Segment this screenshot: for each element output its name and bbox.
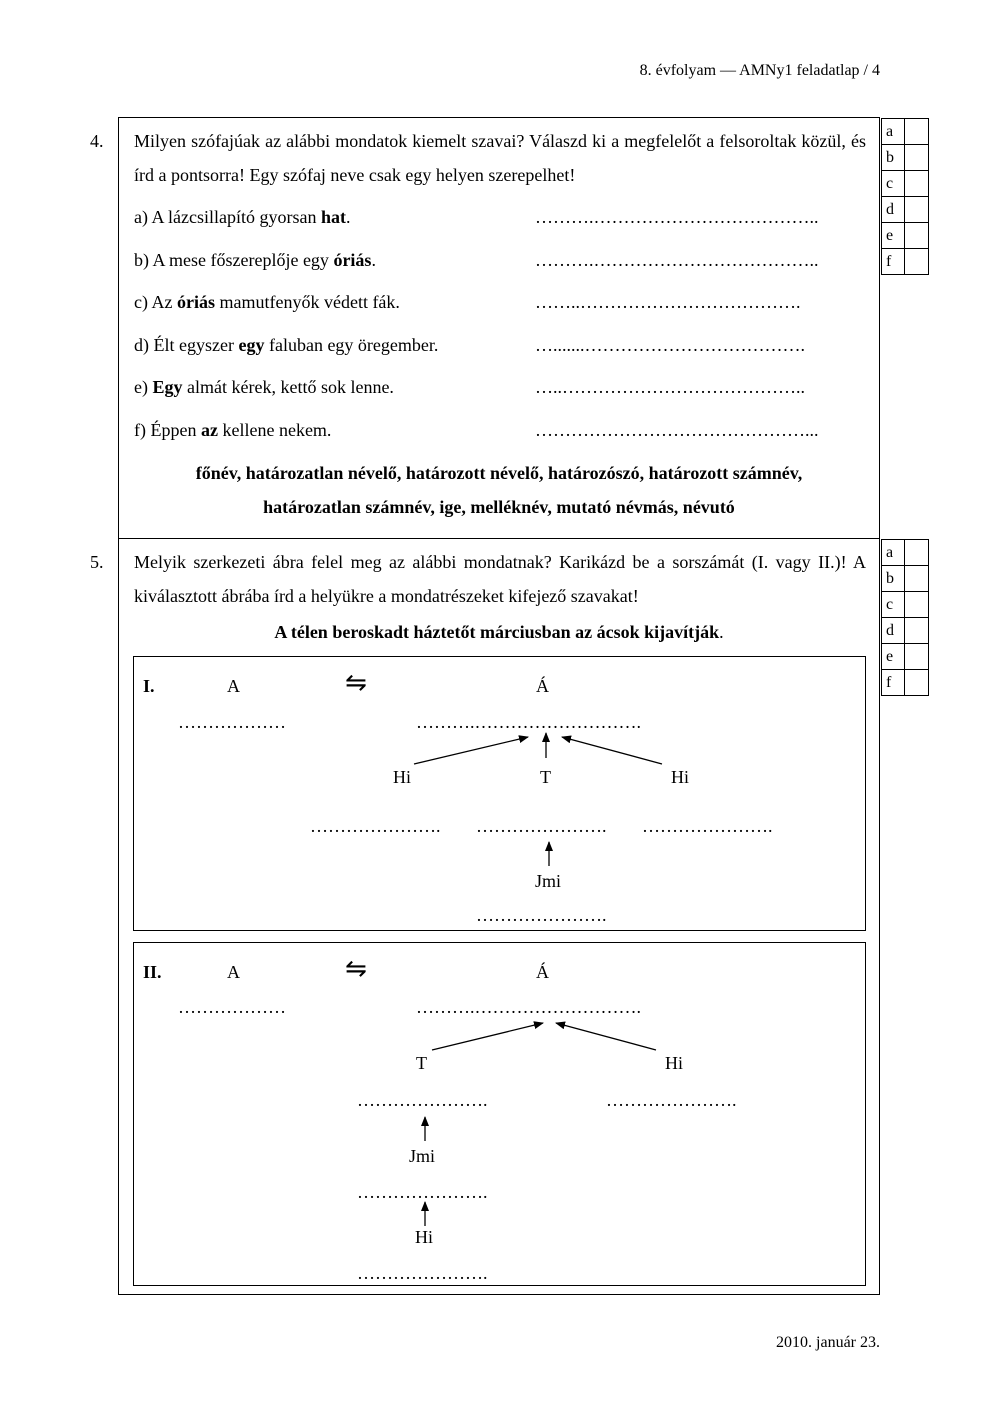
page-footer-date: 2010. január 23. (776, 1334, 880, 1351)
question-4-number: 4. (90, 131, 104, 151)
q4-item-b: b) A mese főszereplője egy óriás. (134, 250, 376, 270)
score-label: c (882, 592, 905, 618)
score-label: e (882, 223, 905, 249)
diagram-2-blank-hi[interactable]: …………………. (606, 1090, 737, 1110)
q4-answer-f[interactable]: ………………………………………... (535, 420, 819, 440)
diagram-1-node-hi-right: Hi (671, 767, 689, 787)
diagram-2-blank-hi-2[interactable]: …………………. (357, 1263, 488, 1283)
diagram-1-subject-blank[interactable]: ……………… (178, 712, 286, 732)
diagram-1-link-icon: ⇋ (345, 668, 367, 698)
q4-answer-c[interactable]: ……..………………………………. (535, 292, 801, 312)
diagram-2-node-t: T (416, 1053, 427, 1073)
question-5-instruction: Melyik szerkezeti ábra felel meg az alábbi mondatnak? Karikázd be a sorszámát (I. vagy II.)! A kiválasztott ábrába írd a helyükre a mondatrészeket kifejező szavakat! (134, 552, 866, 606)
diagram-2-node-hi-2: Hi (415, 1227, 433, 1247)
diagram-2-subject: A (227, 962, 240, 982)
diagram-2-label[interactable]: II. (143, 962, 162, 982)
q4-answer-b[interactable]: ……….……………………………….. (535, 250, 819, 270)
diagram-1-node-jmi: Jmi (535, 871, 562, 891)
q4-item-e: e) Egy almát kérek, kettő sok lenne. (134, 377, 394, 397)
diagram-2-predicate: Á (536, 962, 549, 982)
diagram-2-blank-jmi[interactable]: …………………. (357, 1182, 488, 1202)
diagram-1-blank-t[interactable]: …………………. (476, 816, 607, 836)
diagram-1-predicate-blank[interactable]: ……….………………………. (416, 712, 641, 732)
diagram-2-subject-blank[interactable]: ……………… (178, 997, 286, 1017)
q4-options-line-2: határozatlan számnév, ige, melléknév, mutató névmás, névutó (263, 497, 735, 517)
arrow-2-hi (556, 1023, 656, 1050)
q4-item-f: f) Éppen az kellene nekem. (134, 420, 332, 440)
score-label: b (882, 566, 905, 592)
q4-answer-d[interactable]: ….......………………………………. (535, 335, 805, 355)
question-4-instruction: Milyen szófajúak az alábbi mondatok kiemelt szavai? Válaszd ki a megfelelőt a felsoroltak közül, és írd a pontsorra! Egy szófaj neve csak egy helyen szerepelhet! (134, 131, 866, 185)
diagram-1-blank-hi-right[interactable]: …………………. (642, 816, 773, 836)
q4-item-a: a) A lázcsillapító gyorsan hat. (134, 207, 351, 227)
diagram-1-predicate: Á (536, 676, 549, 696)
score-label: f (882, 249, 905, 275)
q4-options-line-1: főnév, határozatlan névelő, határozott névelő, határozószó, határozott számnév, (195, 463, 803, 483)
diagram-2-node-hi: Hi (665, 1053, 683, 1073)
arrow-2-t (432, 1023, 543, 1050)
page-header: 8. évfolyam — AMNy1 feladatlap / 4 (639, 62, 880, 79)
diagram-1-label[interactable]: I. (143, 676, 155, 696)
q5-sentence: A télen beroskadt háztetőt márciusban az ácsok kijavítják. (274, 622, 724, 642)
arrow-1-hi-left (414, 737, 528, 764)
score-label: d (882, 197, 905, 223)
score-label: c (882, 171, 905, 197)
q4-answer-e[interactable]: …..………………………………….. (535, 377, 805, 397)
diagram-2-predicate-blank[interactable]: ……….………………………. (416, 997, 641, 1017)
diagram-2-node-jmi: Jmi (409, 1146, 436, 1166)
diagram-1-subject: A (227, 676, 240, 696)
q4-item-d: d) Élt egyszer egy faluban egy öregember. (134, 335, 439, 355)
diagram-1-node-hi-left: Hi (393, 767, 411, 787)
q4-answer-a[interactable]: ……….……………………………….. (535, 207, 819, 227)
score-label: b (882, 145, 905, 171)
q4-item-c: c) Az óriás mamutfenyők védett fák. (134, 292, 400, 312)
diagram-1-blank-jmi[interactable]: …………………. (476, 905, 607, 925)
diagram-1-node-t: T (540, 767, 551, 787)
score-label: d (882, 618, 905, 644)
score-label: a (882, 540, 905, 566)
arrow-1-hi-right (562, 737, 662, 764)
diagram-1-blank-hi-left[interactable]: …………………. (310, 816, 441, 836)
diagram-2-link-icon: ⇋ (345, 954, 367, 984)
score-label: f (882, 670, 905, 696)
question-5-number: 5. (90, 552, 104, 572)
score-label: e (882, 644, 905, 670)
score-label: a (882, 119, 905, 145)
diagram-2-blank-t[interactable]: …………………. (357, 1090, 488, 1110)
